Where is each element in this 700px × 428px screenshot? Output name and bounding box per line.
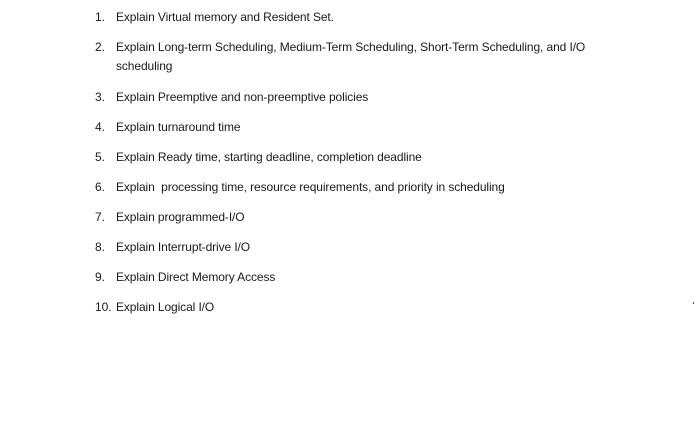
question-text: Explain Virtual memory and Resident Set. (116, 10, 334, 24)
question-number: 1. (95, 10, 105, 24)
question-number: 3. (95, 90, 105, 104)
question-item-1 (95, 8, 615, 27)
question-number: 2. (95, 40, 105, 54)
question-number: 4. (95, 120, 105, 134)
question-text: Explain processing time, resource requirements, and priority in scheduling (116, 180, 505, 194)
question-item-3 (95, 88, 615, 107)
question-item-10 (95, 298, 615, 317)
question-item-9 (95, 268, 615, 287)
question-text: Explain Interrupt-drive I/O (116, 240, 251, 254)
question-text: Explain Ready time, starting deadline, completion deadline (116, 150, 422, 164)
question-text: Explain programmed-I/O (116, 210, 245, 224)
question-number: 7. (95, 210, 105, 224)
question-item-5 (95, 148, 615, 167)
question-list (95, 8, 615, 328)
question-item-6 (95, 178, 615, 197)
question-text: Explain Logical I/O (116, 300, 215, 314)
question-text: Explain turnaround time (116, 120, 241, 134)
question-item-2 (95, 38, 615, 76)
question-text: Explain Long-term Scheduling, Medium-Term Scheduling, Short-Term Scheduling, and I/O scheduling (116, 40, 586, 73)
question-number: 5. (95, 150, 105, 164)
question-number: 10. (95, 300, 112, 314)
question-item-8 (95, 238, 615, 257)
question-text: Explain Preemptive and non-preemptive policies (116, 90, 369, 104)
question-number: 9. (95, 270, 105, 284)
question-item-4 (95, 118, 615, 137)
question-number: 8. (95, 240, 105, 254)
question-text: Explain Direct Memory Access (116, 270, 276, 284)
question-number: 6. (95, 180, 105, 194)
scan-speck (693, 302, 694, 304)
question-item-7 (95, 208, 615, 227)
